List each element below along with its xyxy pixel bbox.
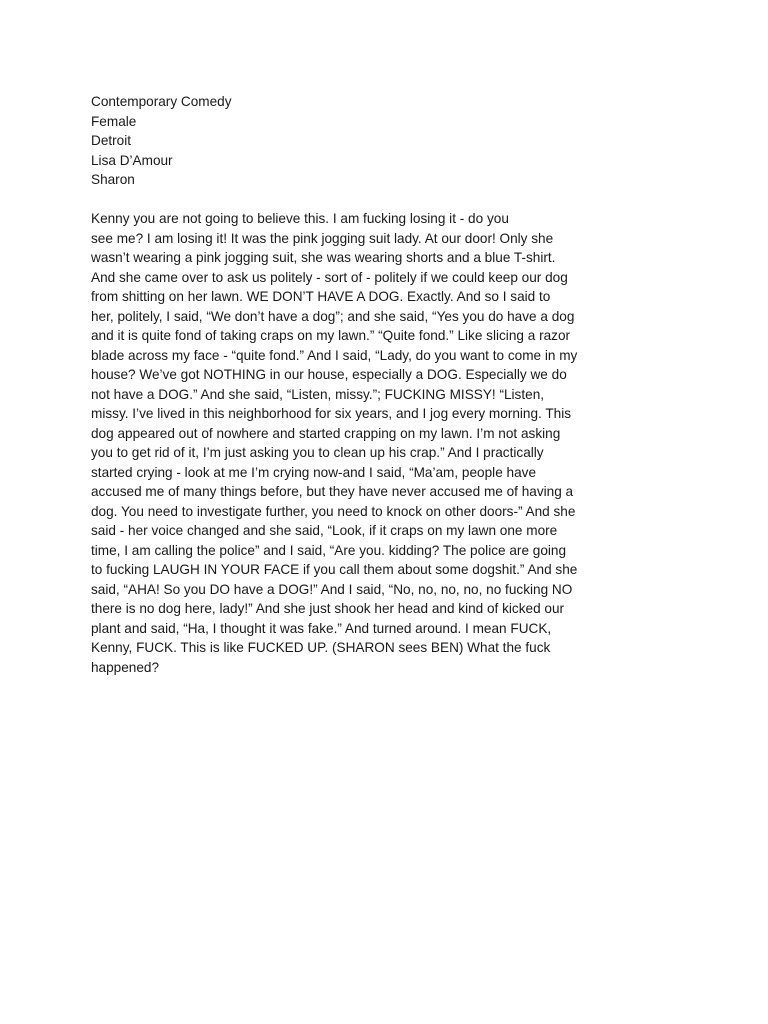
monologue-line: blade across my face - “quite fond.” And I said, “Lady, do you want to come in my: [91, 347, 578, 363]
monologue-line: Kenny, FUCK. This is like FUCKED UP. (SHARON sees BEN) What the fuck: [91, 640, 551, 655]
monologue-line: there is no dog here, lady!” And she just shook her head and kind of kicked our: [91, 601, 565, 616]
monologue-line: Kenny you are not going to believe this. I am fucking losing it - do you: [91, 211, 509, 226]
monologue-line: house? We’ve got NOTHING in our house, especially a DOG. Especially we do: [91, 367, 567, 382]
monologue-line: said - her voice changed and she said, “Look, if it craps on my lawn one more: [91, 523, 558, 538]
author-line: Lisa D’Amour: [91, 152, 173, 168]
monologue-line: missy. I’ve lived in this neighborhood for six years, and I jog every morning. This: [91, 406, 572, 421]
monologue-line: to fucking LAUGH IN YOUR FACE if you call them about some dogshit.” And she: [91, 562, 578, 577]
monologue-line: her, politely, I said, “We don’t have a dog”; and she said, “Yes you do have a dog: [91, 308, 575, 324]
paragraph-gap: [91, 190, 601, 210]
header-block: [91, 92, 601, 190]
monologue-line: wasn’t wearing a pink jogging suit, she was wearing shorts and a blue T-shirt.: [91, 250, 556, 265]
monologue-line: dog appeared out of nowhere and started crapping on my lawn. I’m not asking: [91, 425, 561, 441]
play-title-line: Detroit: [91, 133, 132, 148]
monologue-line: started crying - look at me I’m crying now-and I said, “Ma’am, people have: [91, 464, 537, 480]
monologue-line: accused me of many things before, but they have never accused me of having a: [91, 484, 574, 499]
character-line: Sharon: [91, 172, 135, 187]
monologue-line: you to get rid of it, I’m just asking you to clean up his crap.” And I practically: [91, 445, 544, 460]
monologue-line: not have a DOG.” And she said, “Listen, missy.”; FUCKING MISSY! “Listen,: [91, 386, 545, 402]
monologue-line: time, I am calling the police” and I said, “Are you. kidding? The police are going: [91, 542, 567, 558]
monologue-text: [91, 209, 601, 677]
gender-line: Female: [91, 113, 137, 129]
monologue-line: and it is quite fond of taking craps on my lawn.” “Quite fond.” Like slicing a razor: [91, 328, 571, 343]
monologue-line: happened?: [91, 659, 160, 675]
monologue-line: plant and said, “Ha, I thought it was fake.” And turned around. I mean FUCK,: [91, 620, 552, 636]
monologue-line: said, “AHA! So you DO have a DOG!” And I said, “No, no, no, no, no fucking NO: [91, 581, 573, 597]
monologue-line: see me? I am losing it! It was the pink jogging suit lady. At our door! Only she: [91, 230, 554, 246]
monologue-line: from shitting on her lawn. WE DON’T HAVE A DOG. Exactly. And so I said to: [91, 289, 551, 304]
document-page: [91, 92, 601, 677]
monologue-line: dog. You need to investigate further, you need to knock on other doors-” And she: [91, 503, 576, 519]
genre-line: Contemporary Comedy: [91, 94, 232, 109]
monologue-line: And she came over to ask us politely - sort of - politely if we could keep our dog: [91, 269, 568, 285]
